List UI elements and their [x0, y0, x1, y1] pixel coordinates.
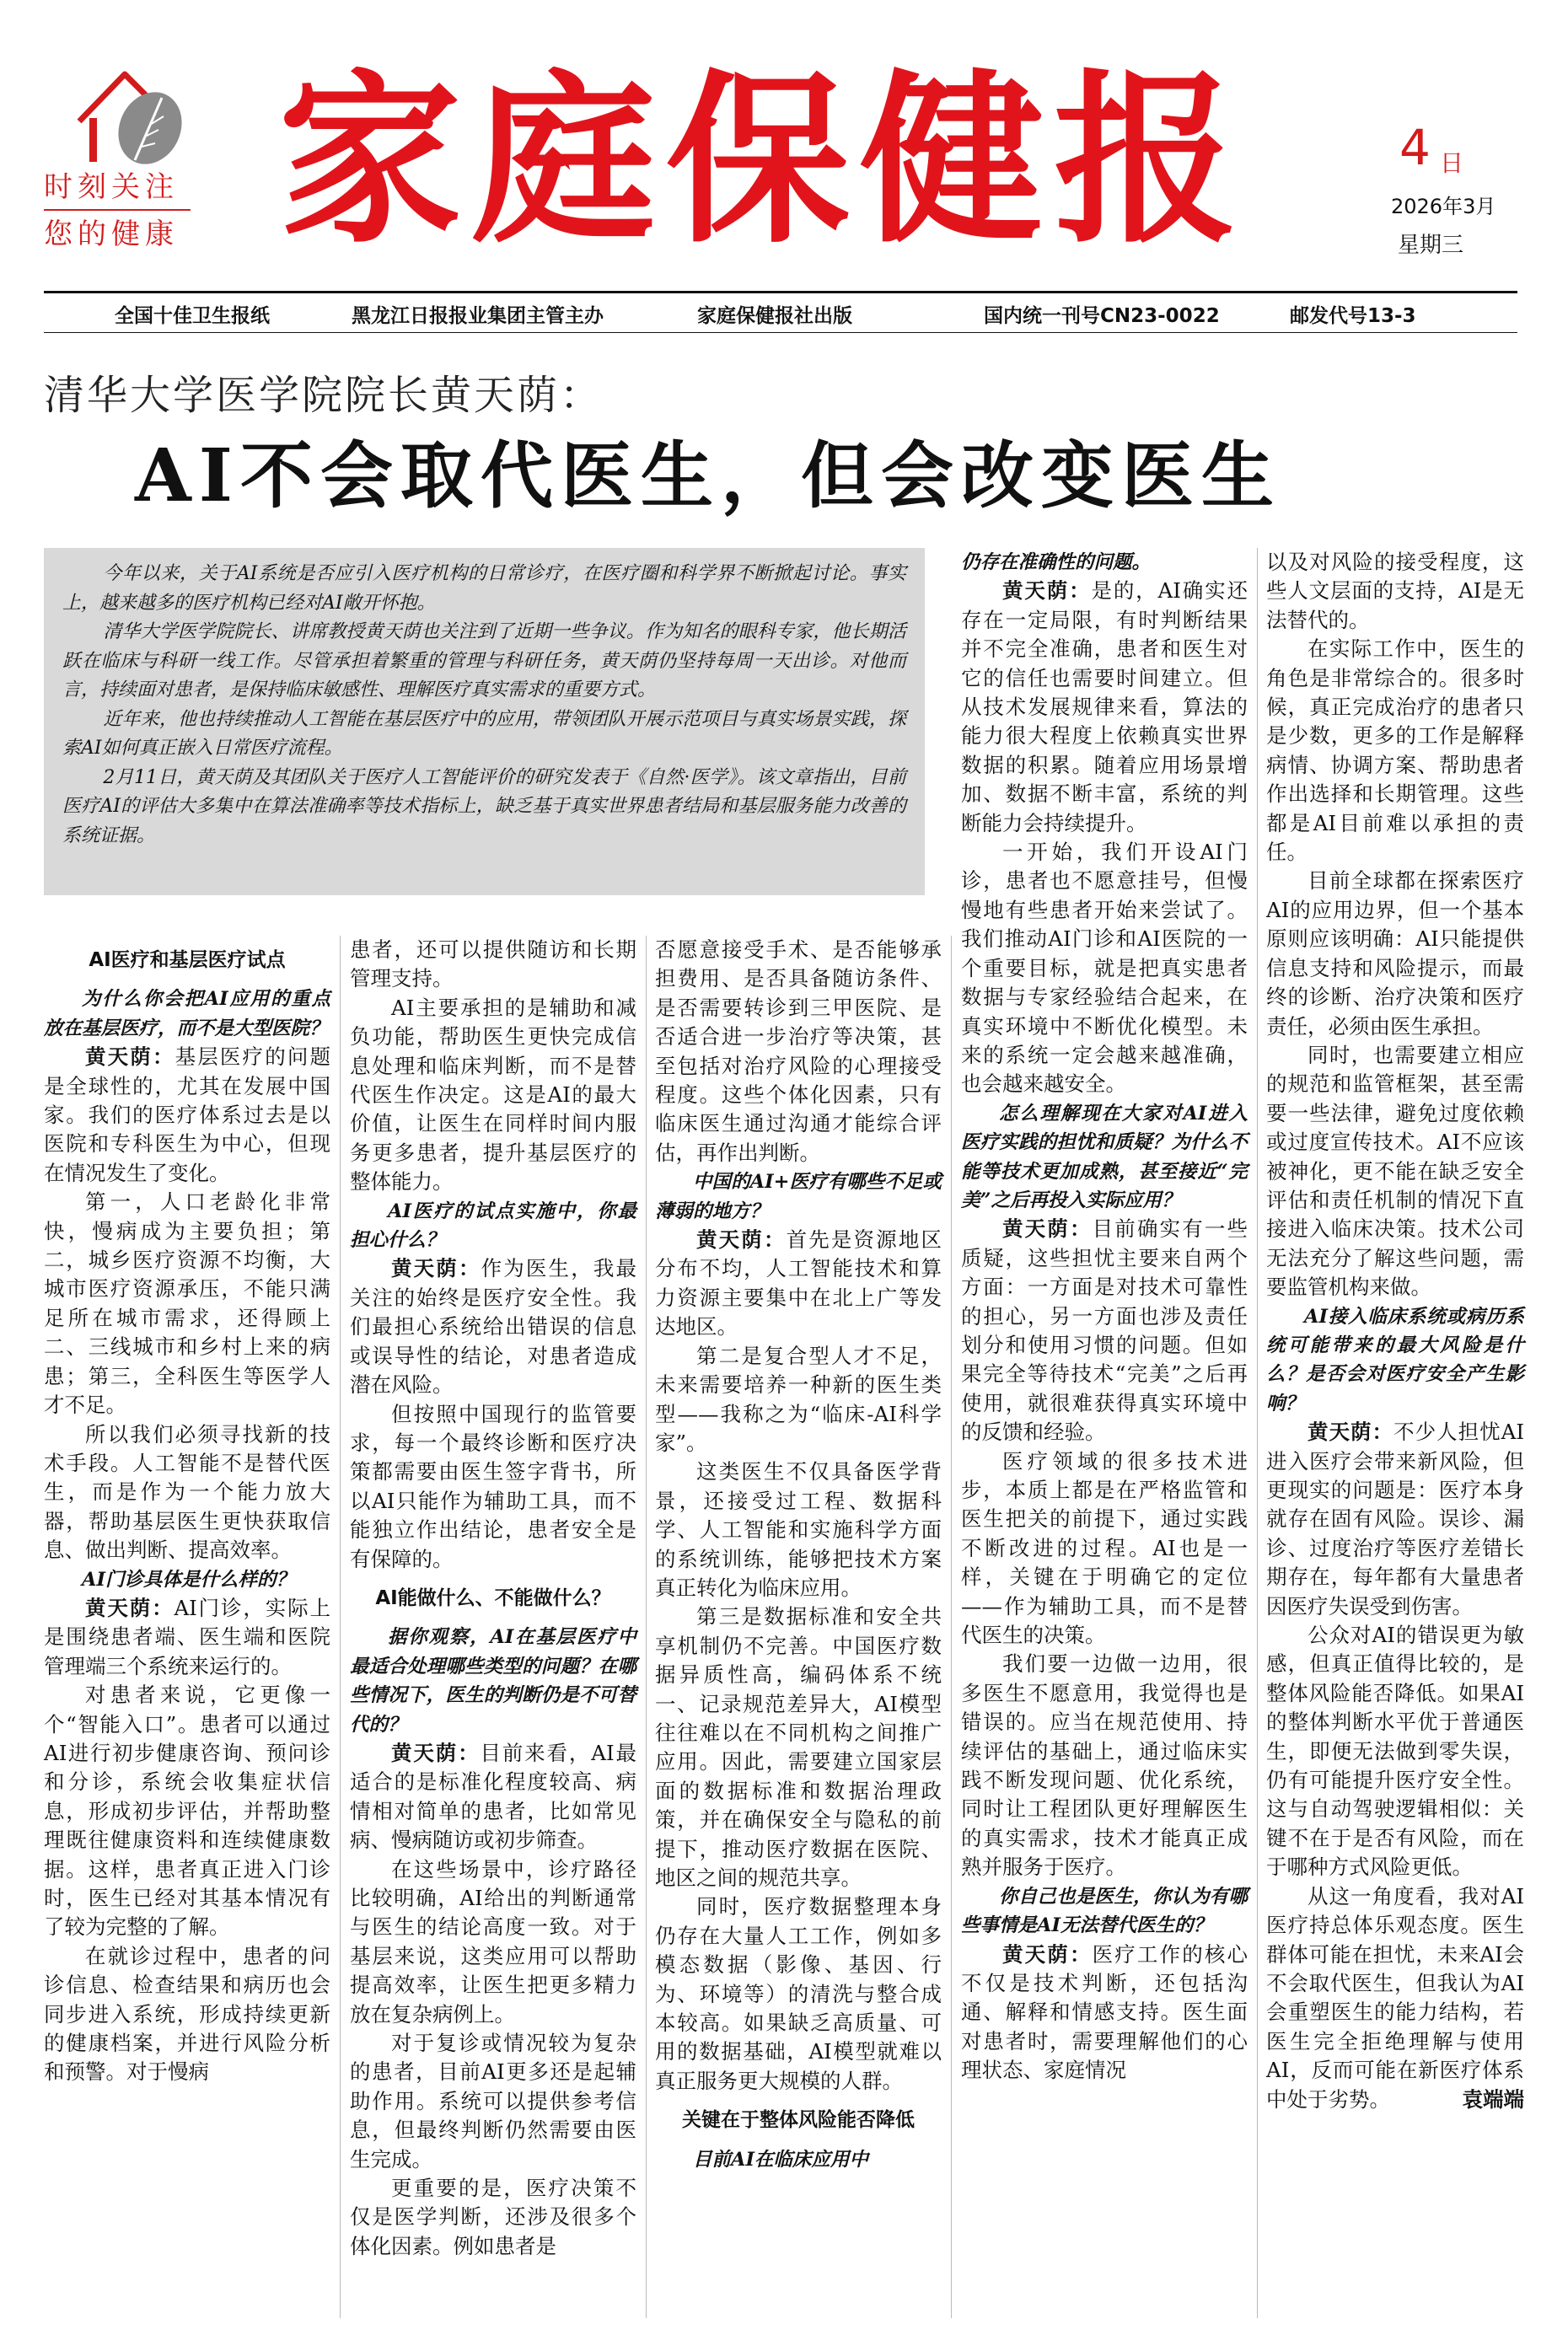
interview-question: 目前AI在临床应用中	[693, 2148, 868, 2171]
body-paragraph: 更重要的是，医疗决策不仅是医学判断，还涉及很多个体化因素。例如患者是	[350, 2176, 636, 2258]
column-divider	[646, 936, 647, 2318]
slogan-line2: 您的健康	[44, 217, 179, 251]
lead-paragraph: 今年以来，关于AI系统是否应引入医疗机构的日常诊疗，在医疗圈和科学界不断掀起讨论。事实上，越来越多的医疗机构已经对AI敞开怀抱。	[62, 563, 906, 614]
interview-answer	[350, 1739, 636, 1855]
interview-question: 中国的AI+医疗有哪些不足或薄弱的地方？	[655, 1171, 942, 1222]
interview-answer	[655, 1226, 942, 1342]
info-honor: 全国十佳卫生报纸	[115, 305, 270, 327]
body-paragraph: 对患者来说，它更像一个“智能入口”。患者可以通过AI进行初步健康咨询、预问诊和分诊，系统会收集症状信息，形成初步评估，并帮助整理既往健康资料和连续健康数据。这样，患者真正进入门诊时，医生已经对其基本情况有了较为完整的了解。	[44, 1683, 330, 1940]
body-column-2	[350, 936, 636, 2261]
interview-question: 仍存在准确性的问题。	[961, 551, 1152, 573]
interview-question: 怎么理解现在大家对AI进入医疗实践的担忧和质疑？为什么不能等技术更加成熟，甚至接近“完美”之后再投入实际应用？	[961, 1102, 1248, 1211]
body-paragraph: 否愿意接受手术、是否能够承担费用、是否具备随访条件、是否需要转诊到三甲医院、是否适合进一步治疗等决策，甚至包括对治疗风险的心理接受程度。这些个体化因素，只有临床医生通过沟通才能综合评估，再作出判断。	[655, 937, 942, 1165]
author-byline: 袁端端	[1462, 2086, 1524, 2112]
column-divider	[340, 936, 341, 2318]
body-paragraph: 以及对风险的接受程度，这些人文层面的支持，AI是无法替代的。	[1266, 550, 1524, 632]
answer-text: 基层医疗的问题是全球性的，尤其在发展中国家。我们的医疗体系过去是以医院和专科医生为中心，但现在情况发生了变化。	[44, 1044, 331, 1185]
interview-answer	[961, 577, 1248, 838]
answer-text: 不少人担忧AI进入医疗会带来新风险，但更现实的问题是：医疗本身就存在固有风险。误诊、漏诊、过度治疗等医疗差错长期存在，每年都有大量患者因医疗失误受到伤害。	[1266, 1420, 1525, 1619]
body-paragraph: 第三是数据标准和安全共享机制仍不完善。中国医疗数据异质性高，编码体系不统一、记录规范差异大，AI模型往往难以在不同机构之间推广应用。因此，需要建立国家层面的数据标准和数据治理政策，并在确保安全与隐私的前提下，推动医疗数据在医院、地区之间的规范共享。	[655, 1604, 942, 1890]
column-divider	[951, 936, 952, 2318]
body-column-1	[44, 936, 330, 2087]
body-paragraph: 这类医生不仅具备医学背景，还接受过工程、数据科学、人工智能和实施科学方面的系统训练，能够把技术方案真正转化为临床应用。	[655, 1459, 942, 1600]
body-paragraph: 所以我们必须寻找新的技术手段。人工智能不是替代医生，而是作为一个能力放大器，帮助基层医生更快获取信息、做出判断、提高效率。	[44, 1421, 330, 1563]
issue-weekday: 星期三	[1398, 233, 1464, 258]
body-paragraph: 第一，人口老龄化非常快，慢病成为主要负担；第二，城乡医疗资源不均衡，大城市医疗资源承压，不能只满足所在城市需求，还得顾上二、三线城市和乡村上来的病患；第三，全科医生等医学人才不足。	[44, 1189, 330, 1418]
body-paragraph: 同时，医疗数据整理本身仍存在大量人工工作，例如多模态数据（影像、基因、行为、环境等）的清洗与整合成本较高。如果缺乏高质量、可用的数据基础，AI模型就难以真正服务更大规模的人群。	[655, 1894, 942, 2093]
article-main-title: AI不会取代医生，但会改变医生	[135, 433, 1281, 518]
info-sponsor: 黑龙江日报报业集团主管主办	[352, 305, 604, 327]
slogan-divider	[44, 209, 191, 211]
interview-question: 为什么你会把AI应用的重点放在基层医疗，而不是大型医院？	[44, 988, 330, 1039]
interview-answer	[961, 1215, 1248, 1447]
body-column-5	[1266, 548, 1524, 2114]
info-postal-code: 邮发代号13-3	[1290, 305, 1416, 327]
answer-text: 作为医生，我最关注的始终是医疗安全性。我们最担心系统给出错误的信息或误导性的结论，对患者造成潜在风险。	[350, 1256, 637, 1398]
body-paragraph: 在这些场景中，诊疗路径比较明确，AI给出的判断通常与医生的结论高度一致。对于基层来说，这类应用可以帮助提高效率，让医生把更多精力放在复杂病例上。	[350, 1856, 636, 2027]
speaker-name: 黄天荫：	[1308, 1420, 1394, 1445]
column-divider	[1257, 548, 1258, 2318]
section-subheading: AI能做什么、不能做什么？	[375, 1586, 611, 1609]
body-column-3	[655, 936, 942, 2174]
speaker-name: 黄天荫：	[696, 1227, 787, 1253]
speaker-name: 黄天荫：	[1002, 1941, 1093, 1967]
body-paragraph: 目前全球都在探索医疗AI的应用边界，但一个基本原则应该明确：AI只能提供信息支持和风险提示，而最终的诊断、治疗决策和医疗责任，必须由医生承担。	[1266, 868, 1524, 1039]
body-column-4	[961, 548, 1248, 2086]
lead-paragraph: 近年来，他也持续推动人工智能在基层医疗中的应用，带领团队开展示范项目与真实场景实践，探索AI如何真正嵌入日常医疗流程。	[62, 708, 906, 759]
body-paragraph: 对于复诊或情况较为复杂的患者，目前AI更多还是起辅助作用。系统可以提供参考信息，但最终判断仍然需要由医生完成。	[350, 2031, 636, 2172]
interview-answer	[961, 1941, 1248, 2086]
body-paragraph: 在实际工作中，医生的角色是非常综合的。很多时候，真正完成治疗的患者只是少数，更多的工作是解释病情、协调方案、帮助患者作出选择和长期管理。这些都是AI目前难以承担的责任。	[1266, 636, 1524, 865]
interview-answer	[1266, 1418, 1524, 1621]
speaker-name: 黄天荫：	[391, 1740, 481, 1765]
interview-answer	[350, 1254, 636, 1399]
closing-text: 从这一角度看，我对AI医疗持总体乐观态度。医生群体可能在担忧，未来AI会不会取代医生，但我认为AI会重塑医生的能力结构，若医生完全拒绝理解与使用AI，反而可能在新医疗体系中处于劣势。	[1266, 1883, 1524, 2112]
speaker-name: 黄天荫：	[1002, 1216, 1093, 1242]
interview-answer	[44, 1594, 330, 1681]
body-paragraph: 第二是复合型人才不足，未来需要培养一种新的医生类型——我称之为“临床-AI科学家”。	[655, 1343, 942, 1455]
section-subheading: 关键在于整体风险能否降低	[682, 2109, 915, 2132]
body-paragraph	[1266, 1882, 1524, 2114]
lead-paragraph: 2月11日，黄天荫及其团队关于医疗人工智能评价的研究发表于《自然·医学》。该文章指出，目前医疗AI的评估大多集中在算法准确率等技术指标上，缺乏基于真实世界患者结局和基层服务能力改善的系统证据。	[62, 766, 906, 846]
house-leaf-icon	[74, 69, 192, 169]
body-paragraph: 但按照中国现行的监管要求，每一个最终诊断和医疗决策都需要由医生签字背书，所以AI只能作为辅助工具，而不能独立作出结论，患者安全是有保障的。	[350, 1401, 636, 1571]
body-paragraph: 同时，也需要建立相应的规范和监管框架，甚至需要一些法律，避免过度依赖或过度宣传技术。AI不应该被神化，更不能在缺乏安全评估和责任机制的情况下直接进入临床决策。技术公司无法充分了解这些问题，需要监管机构来做。	[1266, 1042, 1524, 1300]
interview-question: AI门诊具体是什么样的？	[82, 1568, 295, 1591]
answer-text: 目前来看，AI最适合的是标准化程度较高、病情相对简单的患者，比如常见病、慢病随访或初步筛查。	[350, 1740, 636, 1853]
info-cn-number: 国内统一刊号CN23-0022	[984, 305, 1220, 327]
section-subheading: AI医疗和基层医疗试点	[89, 949, 286, 971]
interview-question: AI接入临床系统或病历系统可能带来的最大风险是什么？是否会对医疗安全产生影响？	[1266, 1305, 1524, 1415]
newspaper-title: 家庭保健报	[278, 55, 1248, 268]
body-paragraph: 一开始，我们开设AI门诊，患者也不愿意挂号，但慢慢地有些患者开始来尝试了。我们推动AI门诊和AI医院的一个重要目标，就是把真实患者数据与专家经验结合起来，在真实环境中不断优化模型。未来的系统一定会越来越准确，也会越来越安全。	[961, 840, 1248, 1097]
info-publisher: 家庭保健报社出版	[697, 305, 852, 327]
speaker-name: 黄天荫：	[85, 1595, 175, 1620]
issue-number-unit: 日	[1440, 149, 1464, 177]
answer-text: 目前确实有一些质疑，这些担忧主要来自两个方面：一方面是对技术可靠性的担心，另一方面也涉及责任划分和使用习惯的问题。但如果完全等待技术“完美”之后再使用，就很难获得真实环境中的反馈和经验。	[961, 1216, 1248, 1445]
body-paragraph: 患者，还可以提供随访和长期管理支持。	[350, 937, 636, 991]
speaker-name: 黄天荫：	[391, 1256, 481, 1281]
body-paragraph: AI主要承担的是辅助和减负功能，帮助医生更快完成信息处理和临床判断，而不是替代医生作决定。这是AI的最大价值，让医生在同样时间内服务更多患者，提升基层医疗的整体能力。	[350, 995, 636, 1194]
issue-number: 4	[1399, 119, 1431, 176]
slogan-line1: 时刻关注	[44, 170, 179, 204]
interview-question: 据你观察，AI在基层医疗中最适合处理哪些类型的问题？在哪些情况下，医生的判断仍是不可替代的？	[350, 1626, 636, 1736]
interview-question: AI医疗的试点实施中，你最担心什么？	[350, 1200, 636, 1252]
article-pre-title: 清华大学医学院院长黄天荫：	[44, 372, 604, 419]
body-paragraph: 医疗领域的很多技术进步，本质上都是在严格监管和医生把关的前提下，通过实践不断改进的过程。AI也是一样，关键在于明确它的定位——作为辅助工具，而不是替代医生的决策。	[961, 1448, 1248, 1648]
publication-info-bar	[44, 291, 1517, 333]
answer-text: AI门诊，实际上是围绕患者端、医生端和医院管理端三个系统来运行的。	[44, 1595, 330, 1678]
body-paragraph: 我们要一边做一边用，很多医生不愿意用，我觉得也是错误的。应当在规范使用、持续评估的基础上，通过临床实践不断发现问题、优化系统，同时让工程团队更好理解医生的真实需求，技术才能真正成熟并服务于医疗。	[961, 1651, 1248, 1880]
body-paragraph: 在就诊过程中，患者的问诊信息、检查结果和病历也会同步进入系统，形成持续更新的健康档案，并进行风险分析和预警。对于慢病	[44, 1943, 330, 2085]
body-paragraph: 公众对AI的错误更为敏感，但真正值得比较的，是整体风险能否降低。如果AI的整体判断水平优于普通医生，即便无法做到零失误，仍有可能提升医疗安全性。这与自动驾驶逻辑相似：关键不在于是否有风险，而在于哪种方式风险更低。	[1266, 1623, 1524, 1880]
interview-answer	[44, 1043, 330, 1188]
interview-question: 你自己也是医生，你认为有哪些事情是AI无法替代医生的？	[961, 1885, 1248, 1937]
answer-text: 医疗工作的核心不仅是技术判断，还包括沟通、解释和情感支持。医生面对患者时，需要理解他们的心理状态、家庭情况	[961, 1941, 1248, 2083]
article-lead-box	[44, 548, 925, 895]
answer-text: 是的，AI确实还存在一定局限，有时判断结果并不完全准确，患者和医生对它的信任也需要时间建立。但从技术发展规律来看，算法的能力很大程度上依赖真实世界数据的积累。随着应用场景增加、数据不断丰富，系统的判断能力会持续提升。	[961, 578, 1248, 835]
answer-text: 首先是资源地区分布不均，人工智能技术和算力资源主要集中在北上广等发达地区。	[655, 1227, 942, 1339]
speaker-name: 黄天荫：	[1002, 578, 1092, 604]
speaker-name: 黄天荫：	[85, 1044, 175, 1070]
lead-paragraph: 清华大学医学院院长、讲席教授黄天荫也关注到了近期一些争议。作为知名的眼科专家，他长期活跃在临床与科研一线工作。尽管承担着繁重的管理与科研任务，黄天荫仍坚持每周一天出诊。对他而言，持续面对患者，是保持临床敏感性、理解医疗真实需求的重要方式。	[62, 621, 906, 701]
issue-date: 2026年3月	[1391, 195, 1496, 218]
